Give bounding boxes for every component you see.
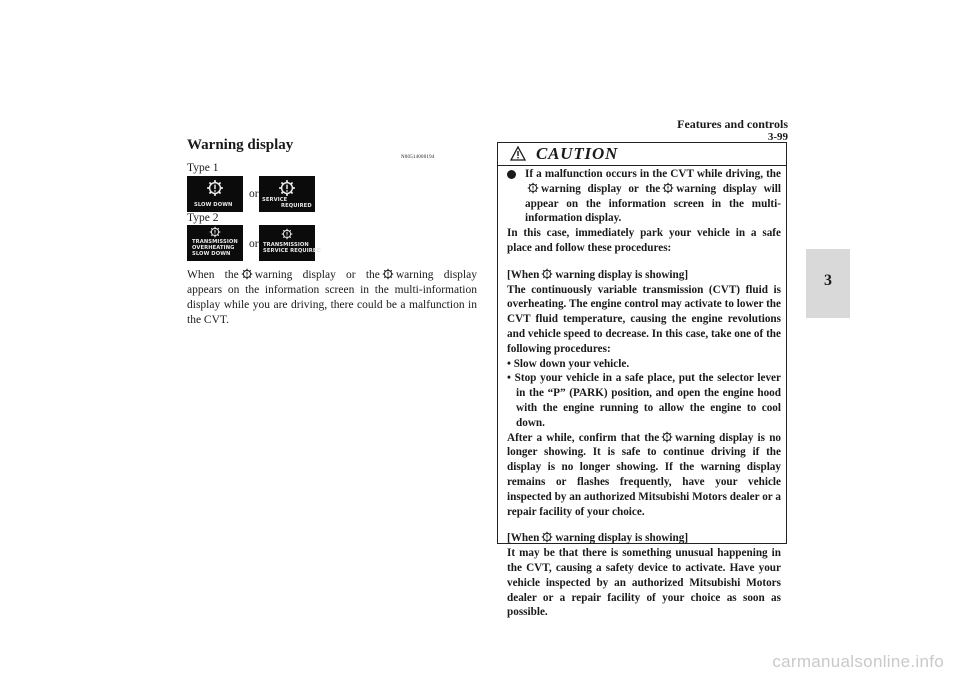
caution-text-part: After a while, confirm that the — [507, 431, 660, 444]
caution-header — [498, 143, 786, 166]
page-number: 3-99 — [767, 131, 788, 143]
type-2-overheating-display — [187, 225, 243, 261]
caution-text-part: warning display is no longer showing. It is safe to continue driving if the display is no longer showing. If the warning display remains or flashes frequently, have your vehicle inspected by an authorized Mitsubishi Motors dealer or a repair facility of your choice. — [507, 431, 782, 518]
caution-case-1-text: The continuously variable transmission (CVT) fluid is overheating. The engine control may activate to lower the CVT fluid temperature, causing the engine revolutions and vehicle speed to decrease. In this case, take one of the following procedures: — [507, 283, 781, 355]
type-1-label: Type 1 — [187, 162, 219, 174]
caution-text-part: warning display is showing] — [555, 268, 689, 281]
or-text: or — [249, 188, 259, 200]
type-2-service-required-display — [259, 225, 321, 261]
type-1-slow-down-display — [187, 176, 243, 212]
display-line: OVERHEATING — [192, 245, 235, 251]
caution-body — [507, 167, 781, 620]
cvt-warning-icon — [527, 182, 539, 194]
caution-text-part: [When — [507, 268, 540, 281]
body-text-part: When the — [187, 269, 239, 281]
type-1-service-required-display — [259, 176, 315, 212]
caution-case-2-text: It may be that there is something unusual happening in the CVT, causing a safety device to activate. Have your vehicle inspected by an authorized Mitsubishi Motors dealer or a repair facility of your choice as soon as possible. — [507, 547, 781, 619]
section-title: Warning display — [187, 137, 294, 153]
header-title: Features and controls — [677, 117, 788, 131]
caution-park-instruction: In this case, immediately park your vehicle in a safe place and follow these procedures: — [507, 227, 781, 254]
caution-bullet: • Stop your vehicle in a safe place, put the selector lever in the “P” (PARK) position, and open the engine hood with the engine running to allow the engine to cool down. — [507, 372, 781, 429]
section-code: N00514000194 — [401, 155, 435, 160]
cvt-warning-icon — [281, 228, 293, 240]
body-text-part: warning display appears on the information screen in the multi-information display while you are driving, there could be a malfunction in the CVT. — [187, 269, 477, 326]
cvt-warning-icon — [541, 268, 553, 280]
cvt-warning-icon — [541, 531, 553, 543]
display-line: SLOW DOWN — [194, 202, 233, 208]
bullet-dot-icon — [507, 170, 516, 179]
cvt-warning-icon — [206, 179, 224, 197]
cvt-warning-icon — [209, 226, 221, 238]
body-text-part: warning display or the — [254, 269, 380, 281]
caution-case-2-heading — [507, 531, 781, 546]
caution-text-part: warning display is showing] — [555, 532, 689, 545]
caution-text-part: warning display will appear on the information screen in the multi-information display. — [525, 182, 781, 225]
caution-case-1-heading — [507, 268, 781, 283]
display-line: SLOW DOWN — [192, 251, 231, 257]
display-line: SERVICE REQUIRED — [263, 248, 321, 254]
or-text: or — [249, 238, 259, 250]
caution-text-part: [When — [507, 532, 540, 545]
cvt-warning-icon — [661, 431, 673, 443]
display-line: TRANSMISSION — [192, 239, 238, 245]
watermark[interactable]: carmanualsonline.info — [772, 652, 944, 671]
cvt-warning-icon — [662, 182, 674, 194]
chapter-number: 3 — [824, 272, 832, 289]
caution-box — [497, 142, 787, 619]
caution-title: CAUTION — [536, 144, 619, 163]
display-line: SERVICE — [262, 197, 288, 203]
cvt-warning-icon — [278, 179, 296, 197]
warning-triangle-icon — [510, 146, 526, 161]
cvt-warning-icon — [241, 268, 253, 280]
cvt-warning-icon — [382, 268, 394, 280]
display-line: TRANSMISSION — [263, 242, 309, 248]
caution-text-part: If a malfunction occurs in the CVT while driving, the — [525, 168, 781, 180]
body-paragraph — [187, 268, 477, 328]
chapter-tab — [806, 249, 850, 318]
type-2-label: Type 2 — [187, 212, 219, 224]
caution-intro — [507, 167, 781, 226]
caution-text-part: warning display or the — [541, 182, 661, 195]
display-line: REQUIRED — [281, 203, 312, 209]
caution-after-text — [507, 431, 781, 520]
caution-bullet: • Slow down your vehicle. — [507, 357, 630, 370]
